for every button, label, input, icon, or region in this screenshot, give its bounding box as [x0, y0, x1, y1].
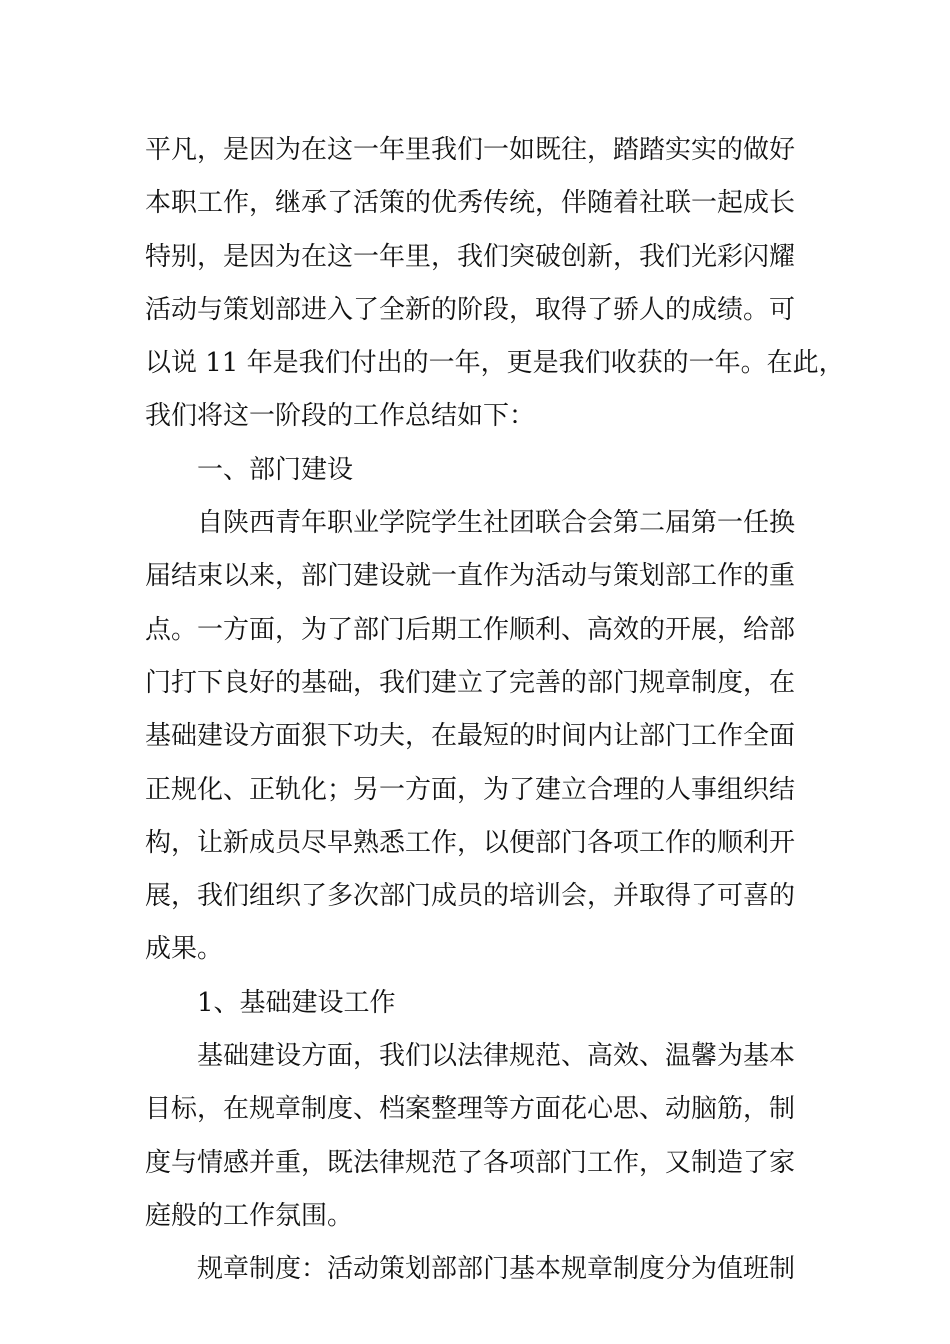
text-line: 成果。: [145, 934, 224, 965]
text-line: 构，让新成员尽早熟悉工作，以便部门各项工作的顺利开: [145, 827, 796, 858]
text-line: 展，我们组织了多次部门成员的培训会，并取得了可喜的: [145, 881, 796, 912]
text-line: 正规化、正轨化；另一方面，为了建立合理的人事组织结: [145, 774, 796, 805]
text-line: 基础建设方面狠下功夫，在最短的时间内让部门工作全面: [145, 721, 796, 752]
text-line: 基础建设方面，我们以法律规范、高效、温馨为基本: [197, 1041, 796, 1072]
text-line: 特别，是因为在这一年里，我们突破创新，我们光彩闪耀: [145, 241, 796, 272]
text-line: 活动与策划部进入了全新的阶段，取得了骄人的成绩。可: [145, 294, 796, 325]
text-line: 自陕西青年职业学院学生社团联合会第二届第一任换: [197, 508, 796, 539]
text-line: 平凡，是因为在这一年里我们一如既往，踏踏实实的做好: [145, 135, 796, 165]
subsection-heading: 1、基础建设工作: [197, 987, 396, 1018]
text-line: 规章制度：活动策划部部门基本规章制度分为值班制: [197, 1254, 796, 1285]
section-heading: 一、部门建设: [197, 454, 354, 485]
text-line: 届结束以来，部门建设就一直作为活动与策划部工作的重: [145, 561, 796, 592]
text-line: 本职工作，继承了活策的优秀传统，伴随着社联一起成长: [145, 188, 796, 219]
text-line: 目标，在规章制度、档案整理等方面花心思、动脑筋，制: [145, 1094, 796, 1125]
document-body: [145, 124, 845, 1297]
text-line: 点。一方面，为了部门后期工作顺利、高效的开展，给部: [145, 614, 796, 645]
text-line: 度与情感并重，既法律规范了各项部门工作，又制造了家: [145, 1147, 796, 1178]
text-line: 我们将这一阶段的工作总结如下：: [145, 401, 536, 432]
text-line: 门打下良好的基础，我们建立了完善的部门规章制度，在: [145, 667, 796, 698]
text-line: 庭般的工作氛围。: [145, 1200, 354, 1231]
text-line: 以说 11 年是我们付出的一年，更是我们收获的一年。在此，: [145, 348, 845, 379]
